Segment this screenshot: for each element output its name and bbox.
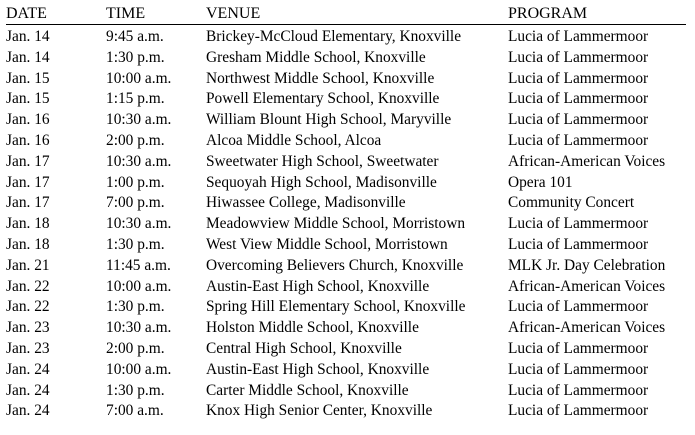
cell-date: Jan. 22 xyxy=(6,277,50,295)
cell-program: Lucia of Lammermoor xyxy=(508,90,649,108)
cell-venue: William Blount High School, Maryville xyxy=(206,111,452,129)
cell-venue: Holston Middle School, Knoxville xyxy=(206,319,419,337)
table-row xyxy=(6,256,687,277)
table-row xyxy=(6,69,687,90)
cell-venue: Brickey-McCloud Elementary, Knoxville xyxy=(206,28,462,45)
table-row xyxy=(6,110,687,131)
cell-program: Lucia of Lammermoor xyxy=(508,215,649,233)
cell-program: Lucia of Lammermoor xyxy=(508,298,649,316)
cell-date: Jan. 23 xyxy=(6,339,50,357)
cell-time: 1:15 p.m. xyxy=(106,90,165,108)
cell-program: Lucia of Lammermoor xyxy=(508,360,649,378)
table-row xyxy=(6,193,687,214)
cell-venue: Austin-East High School, Knoxville xyxy=(206,277,430,295)
header-program: PROGRAM xyxy=(508,5,588,22)
cell-date: Jan. 14 xyxy=(6,28,50,45)
cell-venue: Powell Elementary School, Knoxville xyxy=(206,90,440,108)
cell-program: Lucia of Lammermoor xyxy=(508,131,649,149)
cell-time: 1:00 p.m. xyxy=(106,173,165,191)
cell-time: 10:00 a.m. xyxy=(106,360,172,378)
cell-venue: Sweetwater High School, Sweetwater xyxy=(206,152,439,170)
cell-venue: Meadowview Middle School, Morristown xyxy=(206,215,466,233)
cell-date: Jan. 17 xyxy=(6,194,50,212)
cell-venue: West View Middle School, Morristown xyxy=(206,235,448,253)
cell-time: 10:00 a.m. xyxy=(106,277,172,295)
cell-time: 11:45 a.m. xyxy=(106,256,171,274)
cell-venue: Hiwassee College, Madisonville xyxy=(206,194,406,212)
cell-time: 10:30 a.m. xyxy=(106,152,172,170)
cell-program: African-American Voices xyxy=(508,319,666,337)
cell-venue: Alcoa Middle School, Alcoa xyxy=(206,131,382,149)
cell-date: Jan. 24 xyxy=(6,381,50,399)
cell-date: Jan. 18 xyxy=(6,215,50,233)
cell-time: 10:30 a.m. xyxy=(106,319,172,337)
cell-venue: Spring Hill Elementary School, Knoxville xyxy=(206,298,466,316)
cell-date: Jan. 15 xyxy=(6,90,50,108)
cell-time: 1:30 p.m. xyxy=(106,235,165,253)
table-row xyxy=(6,277,687,298)
table-row xyxy=(6,214,687,235)
cell-time: 2:00 p.m. xyxy=(106,339,165,357)
table-row xyxy=(6,381,687,402)
cell-date: Jan. 22 xyxy=(6,298,50,316)
cell-venue: Overcoming Believers Church, Knoxville xyxy=(206,256,464,274)
cell-venue: Gresham Middle School, Knoxville xyxy=(206,48,426,66)
cell-program: Lucia of Lammermoor xyxy=(508,381,649,399)
cell-date: Jan. 16 xyxy=(6,111,50,129)
table-row xyxy=(6,173,687,194)
cell-time: 10:00 a.m. xyxy=(106,69,172,87)
cell-program: Lucia of Lammermoor xyxy=(508,69,649,87)
cell-time: 2:00 p.m. xyxy=(106,131,165,149)
cell-program: Lucia of Lammermoor xyxy=(508,28,649,45)
cell-time: 10:30 a.m. xyxy=(106,111,172,129)
table-row xyxy=(6,339,687,360)
cell-program: Opera 101 xyxy=(508,173,573,191)
table-row xyxy=(6,152,687,173)
header-time: TIME xyxy=(106,5,146,22)
cell-date: Jan. 21 xyxy=(6,256,50,274)
cell-program: Lucia of Lammermoor xyxy=(508,111,649,129)
header-date: DATE xyxy=(6,5,47,22)
cell-venue: Northwest Middle School, Knoxville xyxy=(206,69,435,87)
cell-date: Jan. 15 xyxy=(6,69,50,87)
cell-program: Lucia of Lammermoor xyxy=(508,235,649,253)
cell-venue: Sequoyah High School, Madisonville xyxy=(206,173,437,191)
cell-date: Jan. 14 xyxy=(6,48,50,66)
cell-program: Lucia of Lammermoor xyxy=(508,339,649,357)
cell-time: 10:30 a.m. xyxy=(106,215,172,233)
cell-program: African-American Voices xyxy=(508,152,666,170)
header-venue: VENUE xyxy=(206,5,261,22)
table-row xyxy=(6,48,687,69)
cell-time: 1:30 p.m. xyxy=(106,48,165,66)
cell-program: MLK Jr. Day Celebration xyxy=(508,256,666,274)
cell-venue: Austin-East High School, Knoxville xyxy=(206,360,430,378)
cell-date: Jan. 24 xyxy=(6,402,50,420)
table-row xyxy=(6,131,687,152)
table-row xyxy=(6,401,687,422)
cell-program: Lucia of Lammermoor xyxy=(508,402,649,420)
cell-program: African-American Voices xyxy=(508,277,666,295)
table-row xyxy=(6,297,687,318)
cell-venue: Carter Middle School, Knoxville xyxy=(206,381,409,399)
cell-time: 7:00 a.m. xyxy=(106,402,164,420)
cell-time: 1:30 p.m. xyxy=(106,381,165,399)
cell-program: Lucia of Lammermoor xyxy=(508,48,649,66)
cell-date: Jan. 24 xyxy=(6,360,50,378)
cell-time: 7:00 p.m. xyxy=(106,194,165,212)
cell-time: 9:45 a.m. xyxy=(106,28,164,45)
table-body xyxy=(6,27,687,422)
table-row xyxy=(6,27,687,48)
cell-program: Community Concert xyxy=(508,194,635,212)
cell-time: 1:30 p.m. xyxy=(106,298,165,316)
table-row xyxy=(6,235,687,256)
cell-venue: Knox High Senior Center, Knoxville xyxy=(206,402,433,420)
table-row xyxy=(6,360,687,381)
cell-date: Jan. 16 xyxy=(6,131,50,149)
table-row xyxy=(6,89,687,110)
schedule-table xyxy=(6,4,687,422)
cell-date: Jan. 17 xyxy=(6,152,50,170)
cell-date: Jan. 17 xyxy=(6,173,50,191)
cell-date: Jan. 18 xyxy=(6,235,50,253)
table-header xyxy=(6,4,686,25)
cell-venue: Central High School, Knoxville xyxy=(206,339,402,357)
cell-date: Jan. 23 xyxy=(6,319,50,337)
table-row xyxy=(6,318,687,339)
